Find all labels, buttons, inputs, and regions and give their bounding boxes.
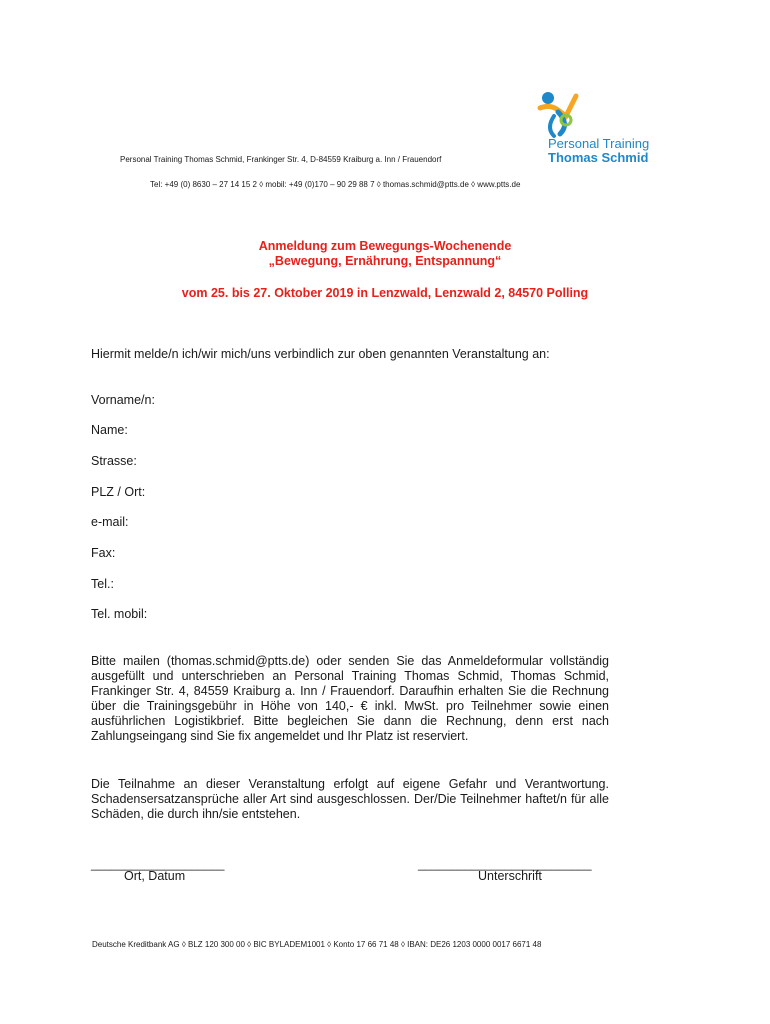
bank-footer: Deutsche Kreditbank AG ◊ BLZ 120 300 00 ◊ BIC BYLADEM1001 ◊ Konto 17 66 71 48 ◊ IBAN: DE26 1203 0000 0017 6671 48 bbox=[92, 940, 542, 949]
logo-head-icon bbox=[542, 92, 554, 104]
field-plz-ort: PLZ / Ort: bbox=[91, 485, 146, 499]
logo-line-1: Personal Training bbox=[548, 136, 650, 151]
field-fax: Fax: bbox=[91, 546, 116, 560]
signature-line: __________________________ bbox=[418, 857, 592, 871]
field-strasse: Strasse: bbox=[91, 454, 137, 468]
title-line-2: „Bewegung, Ernährung, Entspannung“ bbox=[268, 254, 502, 268]
sender-address: Personal Training Thomas Schmid, Frankinger Str. 4, D-84559 Kraiburg a. Inn / Frauendorf bbox=[120, 155, 442, 164]
field-tel: Tel.: bbox=[91, 577, 114, 591]
field-vorname: Vorname/n: bbox=[91, 393, 155, 407]
title-line-1: Anmeldung zum Bewegungs-Wochenende bbox=[258, 239, 512, 253]
logo-line-2: Thomas Schmid bbox=[548, 150, 649, 165]
date-signature-line: ____________________ bbox=[91, 857, 225, 871]
liability-paragraph: Die Teilnahme an dieser Veranstaltung erfolgt auf eigene Gefahr und Verantwortung. Schadensersatzansprüche aller Art sind ausgeschlossen. Der/Die Teilnehmer haftet/n für alle Schäden, die durch ihn/sie entstehen. bbox=[91, 777, 609, 821]
field-tel-mobil: Tel. mobil: bbox=[91, 607, 148, 621]
date-label: Ort, Datum bbox=[124, 869, 186, 883]
signature-label: Unterschrift bbox=[478, 869, 542, 883]
intro-text: Hiermit melde/n ich/wir mich/uns verbindlich zur oben genannten Veranstaltung an: bbox=[91, 347, 550, 361]
logo-leg-icon bbox=[550, 116, 554, 136]
contact-line: Tel: +49 (0) 8630 – 27 14 15 2 ◊ mobil: +49 (0)170 – 90 29 88 7 ◊ thomas.schmid@ptts.de ◊ www.ptts.de bbox=[150, 180, 521, 189]
field-name: Name: bbox=[91, 423, 128, 437]
instructions-paragraph: Bitte mailen (thomas.schmid@ptts.de) oder senden Sie das Anmeldeformular vollständig ausgefüllt und unterschrieben an Personal Training Thomas Schmid, Thomas Schmid, Frankinger Str. 4, 84559 Kraiburg a. Inn / Frauendorf. Daraufhin erhalten Sie die Rechnung über die Trainingsgebühr in Höhe von 140,- € inkl. MwSt. pro Teilnehmer sowie einen ausführlichen Logistikbrief. Bitte begleichen Sie dann die Rechnung, denn erst nach Zahlungseingang sind Sie fix angemeldet und Ihr Platz ist reserviert. bbox=[91, 654, 609, 743]
event-date-location: vom 25. bis 27. Oktober 2019 in Lenzwald, Lenzwald 2, 84570 Polling bbox=[181, 286, 589, 300]
field-email: e-mail: bbox=[91, 515, 129, 529]
